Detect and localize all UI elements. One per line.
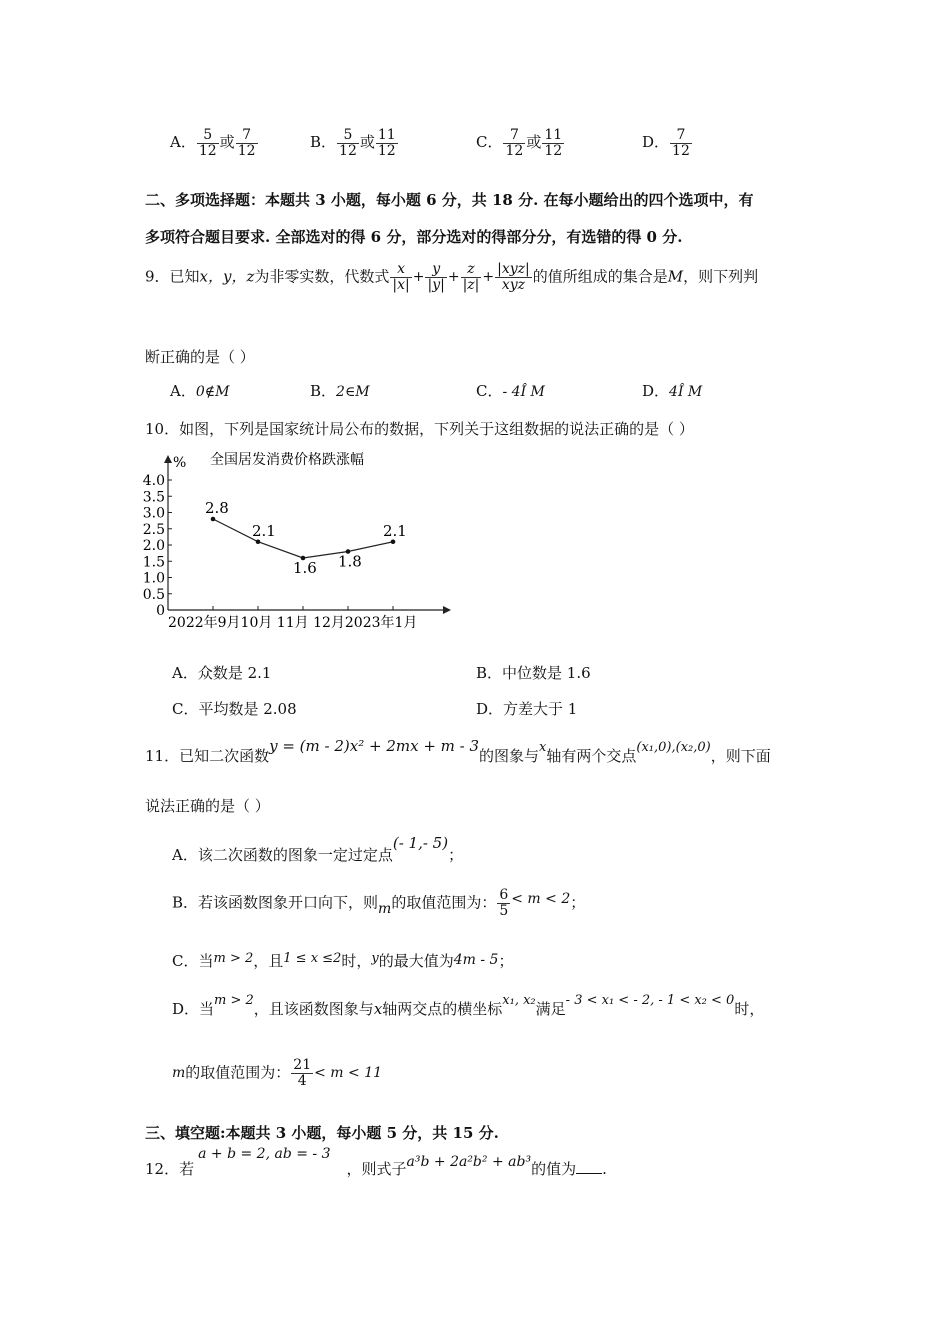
q9-line2: 断正确的是（ ） bbox=[145, 348, 255, 366]
x-tick-labels: 2022年9月10月 11月 12月2023年1月 bbox=[168, 615, 418, 631]
q11-option-a: A．该二次函数的图象一定过定点(- 1,- 5)； bbox=[172, 834, 464, 864]
data-point bbox=[391, 539, 396, 544]
fraction: $\frac{x}{|x|}$ bbox=[392, 261, 410, 293]
q11-option-b: B．若该函数图象开口向下，则m的取值范围为： $\frac{6}{5}$ < m < 2； bbox=[172, 887, 586, 919]
y-tick-label: 1.0 bbox=[142, 570, 165, 587]
q10-option-c: C．平均数是 2.08 bbox=[172, 700, 297, 718]
q9-option-a: A．0∉M bbox=[170, 382, 230, 400]
q8-option-b: B． $\frac{5}{12}$ 或 $\frac{11}{12}$ bbox=[310, 127, 396, 159]
y-tick-label: 3.5 bbox=[142, 489, 165, 506]
q9-option-d: D．4Î M bbox=[642, 382, 703, 400]
y-tick-label: 3.0 bbox=[142, 505, 165, 522]
fraction: $\frac{z}{|z|}$ bbox=[462, 261, 480, 293]
fraction: $\frac{11}{12}$ bbox=[377, 127, 396, 159]
q11-option-d-line2: m的取值范围为： $\frac{21}{4}$ < m < 11 bbox=[172, 1057, 383, 1089]
q9-option-c: C．- 4Î M bbox=[476, 382, 545, 400]
y-tick-label: 2.5 bbox=[142, 521, 165, 538]
q10-option-d: D．方差大于 1 bbox=[476, 700, 578, 718]
data-point bbox=[256, 539, 261, 544]
x-axis-arrow bbox=[443, 606, 451, 614]
y-tick-label: 0.5 bbox=[142, 586, 165, 603]
answer-blank[interactable] bbox=[576, 1159, 602, 1174]
q10-stem: 10．如图，下列是国家统计局公布的数据，下列关于这组数据的说法正确的是（ ） bbox=[145, 420, 694, 438]
q8-option-c: C． $\frac{7}{12}$ 或 $\frac{11}{12}$ bbox=[476, 127, 563, 159]
fraction: $\frac{7}{12}$ bbox=[237, 127, 256, 159]
fraction: $\frac{7}{12}$ bbox=[672, 127, 690, 159]
data-label: 2.1 bbox=[383, 521, 407, 540]
fraction: $\frac{11}{12}$ bbox=[544, 127, 563, 159]
data-label: 2.1 bbox=[252, 521, 276, 540]
fraction: $\frac{y}{|y|}$ bbox=[427, 261, 445, 293]
data-label: 2.8 bbox=[205, 499, 229, 517]
data-label: 1.6 bbox=[293, 559, 317, 577]
y-tick-label: 4.0 bbox=[142, 473, 165, 489]
q11-stem: 11．已知二次函数y = (m - 2)x² + 2mx + m - 3的图象与x轴有两个交点(x₁,0),(x₂,0)，则下面 bbox=[145, 737, 771, 765]
fraction: $\frac{\text{|xyz|}}{\text{xyz}}$ bbox=[497, 261, 530, 293]
data-point bbox=[211, 517, 216, 522]
q12-stem: 12．若a + b = 2, ab = - 3，则式子a³b + 2a²b² + ab³的值为 . bbox=[145, 1146, 607, 1178]
data-label: 1.8 bbox=[338, 552, 362, 571]
line-chart bbox=[135, 445, 465, 640]
section3-heading: 三、填空题:本题共 3 小题，每小题 5 分，共 15 分. bbox=[145, 1124, 499, 1142]
q9-stem: 9．已知x，y，z为非零实数，代数式 $\frac{x}{|x|}$ + $\frac{y}{|y|}$ + $\frac{z}{|z|}$ + $\frac{\text{|xyz|}}{\text{xyz}}$ 的值所组成的集合是M，则下列判 bbox=[145, 261, 759, 293]
q10-option-b: B．中位数是 1.6 bbox=[476, 664, 591, 682]
q8-option-d: D． $\frac{7}{12}$ bbox=[642, 127, 690, 159]
q11-option-d: D．当m > 2，且该函数图象与x轴两交点的横坐标x₁, x₂满足- 3 < x₁ < - 2, - 1 < x₂ < 0时， bbox=[172, 993, 765, 1018]
y-axis-label: % bbox=[173, 455, 187, 471]
section2-line2: 多项符合题目要求. 全部选对的得 6 分，部分选对的得部分分，有选错的得 0 分. bbox=[145, 228, 683, 246]
fraction: $\frac{5}{12}$ bbox=[339, 127, 357, 159]
q9-option-b: B．2∈M bbox=[310, 382, 370, 400]
series-line bbox=[213, 519, 393, 558]
y-axis-arrow bbox=[164, 455, 172, 463]
q8-option-a: A． $\frac{5}{12}$ 或 $\frac{7}{12}$ bbox=[170, 127, 256, 159]
y-tick-label: 2.0 bbox=[142, 538, 165, 554]
q11-option-c: C．当m > 2，且1 ≤ x ≤2时，y的最大值为4m - 5； bbox=[172, 951, 514, 970]
chart-title: 全国居发消费价格跌涨幅 bbox=[210, 452, 364, 468]
fraction: $\frac{7}{12}$ bbox=[505, 127, 524, 159]
fraction: $\frac{21}{4}$ bbox=[293, 1057, 312, 1089]
q11-line2: 说法正确的是（ ） bbox=[145, 797, 270, 815]
section2-line1: 二、多项选择题：本题共 3 小题，每小题 6 分，共 18 分. 在每小题给出的四个选项中，有 bbox=[145, 191, 754, 209]
q10-option-a: A．众数是 2.1 bbox=[172, 664, 272, 682]
fraction: $\frac{5}{12}$ bbox=[198, 127, 217, 159]
y-tick-label: 0 bbox=[156, 603, 165, 619]
fraction: $\frac{6}{5}$ bbox=[499, 887, 509, 919]
y-tick-label: 1.5 bbox=[142, 554, 165, 571]
